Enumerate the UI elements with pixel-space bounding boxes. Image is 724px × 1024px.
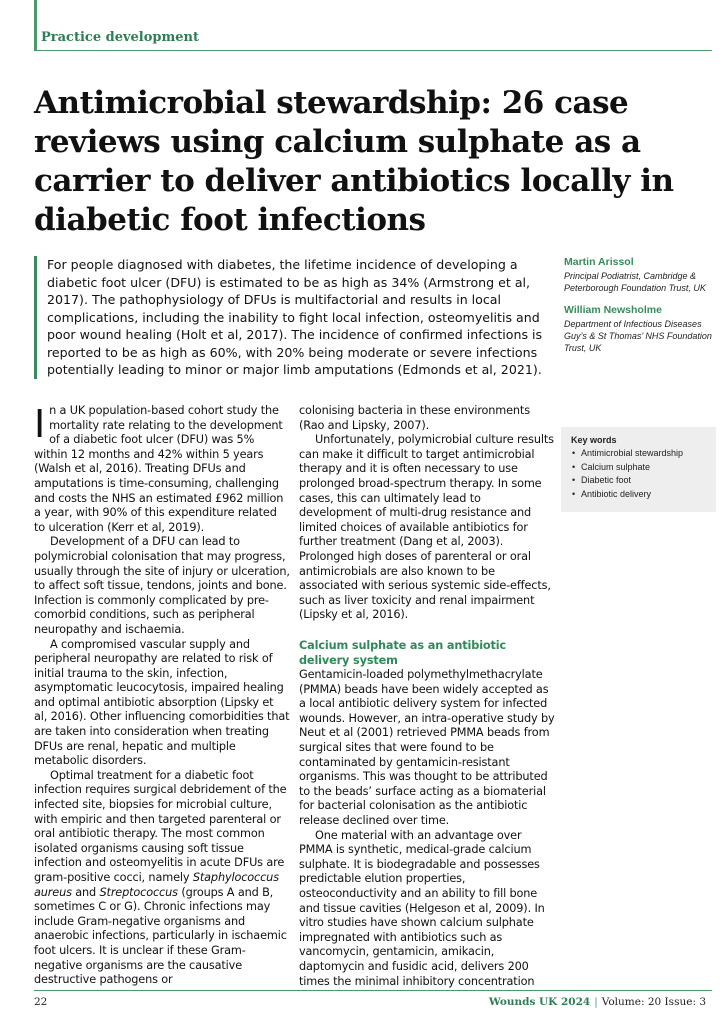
body-paragraph [34, 404, 290, 535]
body-paragraph [34, 769, 290, 988]
drop-cap: I [34, 402, 46, 446]
body-paragraph: Unfortunately, polymicrobial culture results can make it difficult to target antimicrobial therapy and it is often necessary to use prolonged broad-spectrum therapy. In some cases, this can ultimately lead to development of multi-drug resistance and limited choices of available antibiotics for further treatment (Dang et al, 2003). Prolonged high doses of parenteral or oral antimicrobials are also known to be associated with serious systemic side-effects, such as liver toxicity and renal impairment (Lipsky et al, 2016). [299, 433, 554, 622]
keyword-item: • Antibiotic delivery [571, 489, 708, 501]
body-paragraph: colonising bacteria in these environments (Rao and Lipsky, 2007). [299, 404, 530, 432]
body-paragraph: Gentamicin-loaded polymethylmethacrylate (PMMA) beads have been widely accepted as a local antibiotic delivery system for infected wounds. However, an intra-operative study by Neut et al (2001) retrieved PMMA beads from surgical sites that were found to be contaminated by gentamicin-resistant organisms. This was thought to be attributed to the beads’ surface acting as a biomaterial for bacterial colonisation as the antibiotic release declined over time. [299, 668, 555, 828]
footer-separator: | [594, 996, 598, 1008]
body-paragraph: A compromised vascular supply and peripheral neuropathy are related to risk of initial trauma to the skin, infection, asymptomatic leucocytosis, impaired healing and optimal antibiotic absorption (Lipsky et al, 2016). Other influencing comorbidities that are taken into consideration when treating DFUs are renal, hepatic and multiple metabolic disorders. [34, 637, 290, 768]
paragraph-text: n a UK population-based cohort study the mortality rate relating to the development of a diabetic foot ulcer (DFU) was 5% within 12 months and 42% within 5 years (Walsh et al, 2016). Treating DFUs and amputations is time-consuming, challenging and costs the NHS an estimated £962 million a year, with 90% of this expenditure related to ulceration (Kerr et al, 2019). [34, 404, 284, 534]
organism-name: Staphylococcus aureus [34, 871, 279, 899]
keyword-item: • Antimicrobial stewardship [571, 448, 708, 460]
author-name: William Newsholme [564, 304, 662, 316]
volume-issue: Volume: 20 Issue: 3 [601, 996, 706, 1008]
body-column-right [299, 404, 555, 989]
paragraph-text: Optimal treatment for a diabetic foot infection requires surgical debridement of the infected site, biopsies for microbial culture, with empiric and then targeted parenteral or oral antibiotic therapy. The most common isolated organisms causing soft tissue infection and osteomyelitis in acute DFUs are gram-positive cocci, namely [34, 768, 287, 884]
organism-name: Streptococcus [99, 885, 178, 899]
author-affiliation: Principal Podiatrist, Cambridge & Peterborough Foundation Trust, UK [564, 271, 706, 293]
keywords-box [561, 427, 716, 512]
footer-rule [34, 990, 712, 991]
article-standfirst: For people diagnosed with diabetes, the lifetime incidence of developing a diabetic foot ulcer (DFU) is estimated to be as high as 34% (Armstrong et al, 2017). The pathophysiology of DFUs is multifactorial and results in local complications, including the inability to fight local infection, osteomyelitis and poor wound healing (Holt et al, 2017). The incidence of confirmed infections is reported to be as high as 60%, with 20% being moderate or severe infections potentially leading to minor or major limb amputations (Edmonds et al, 2021). [34, 256, 565, 379]
keyword-item: • Calcium sulphate [571, 462, 708, 474]
section-accent-bar [34, 0, 37, 50]
author-affiliation: Department of Infectious Diseases Guy’s & St Thomas’ NHS Foundation Trust, UK [564, 319, 712, 353]
journal-name: Wounds UK 2024 [488, 996, 591, 1008]
body-paragraph: Development of a DFU can lead to polymicrobial colonisation that may progress, usually through the site of injury or ulceration, to affect soft tissue, tendons, joints and bone. Infection is commonly complicated by pre-comorbid conditions, such as peripheral neuropathy and ischaemia. [34, 535, 290, 636]
footer-citation [489, 996, 706, 1008]
header-rule [34, 50, 712, 51]
body-paragraph: One material with an advantage over PMMA is synthetic, medical-grade calcium sulphate. It is biodegradable and possesses predictable elution properties, osteoconductivity and an ability to fill bone and tissue cavities (Helgeson et al, 2009). In vitro studies have shown calcium sulphate impregnated with antibiotics such as vancomycin, gentamicin, amikacin, daptomycin and fusidic acid, delivers 200 times the minimal inhibitory concentration [299, 828, 545, 988]
paragraph-text: and [71, 885, 100, 899]
author-name: Martin Arissol [564, 256, 634, 268]
article-title: Antimicrobial stewardship: 26 case reviews using calcium sulphate as a carrier to deliver antibiotics locally in diabetic foot infections [34, 85, 674, 238]
keywords-list [571, 448, 708, 500]
paragraph-text: (groups A and B, sometimes C or G). Chronic infections may include Gram-negative organisms and anaerobic infections, particularly in ischaemic foot ulcers. It is unclear if these Gram-negative organisms are the causative destructive pathogens or [34, 885, 287, 987]
page-number: 22 [34, 996, 48, 1008]
author-list [564, 256, 714, 364]
section-label: Practice development [41, 30, 199, 45]
keywords-title: Key words [571, 435, 617, 445]
keyword-item: • Diabetic foot [571, 475, 708, 487]
body-column-left [34, 404, 290, 988]
section-subheading: Calcium sulphate as an antibiotic delivery system [299, 638, 507, 667]
